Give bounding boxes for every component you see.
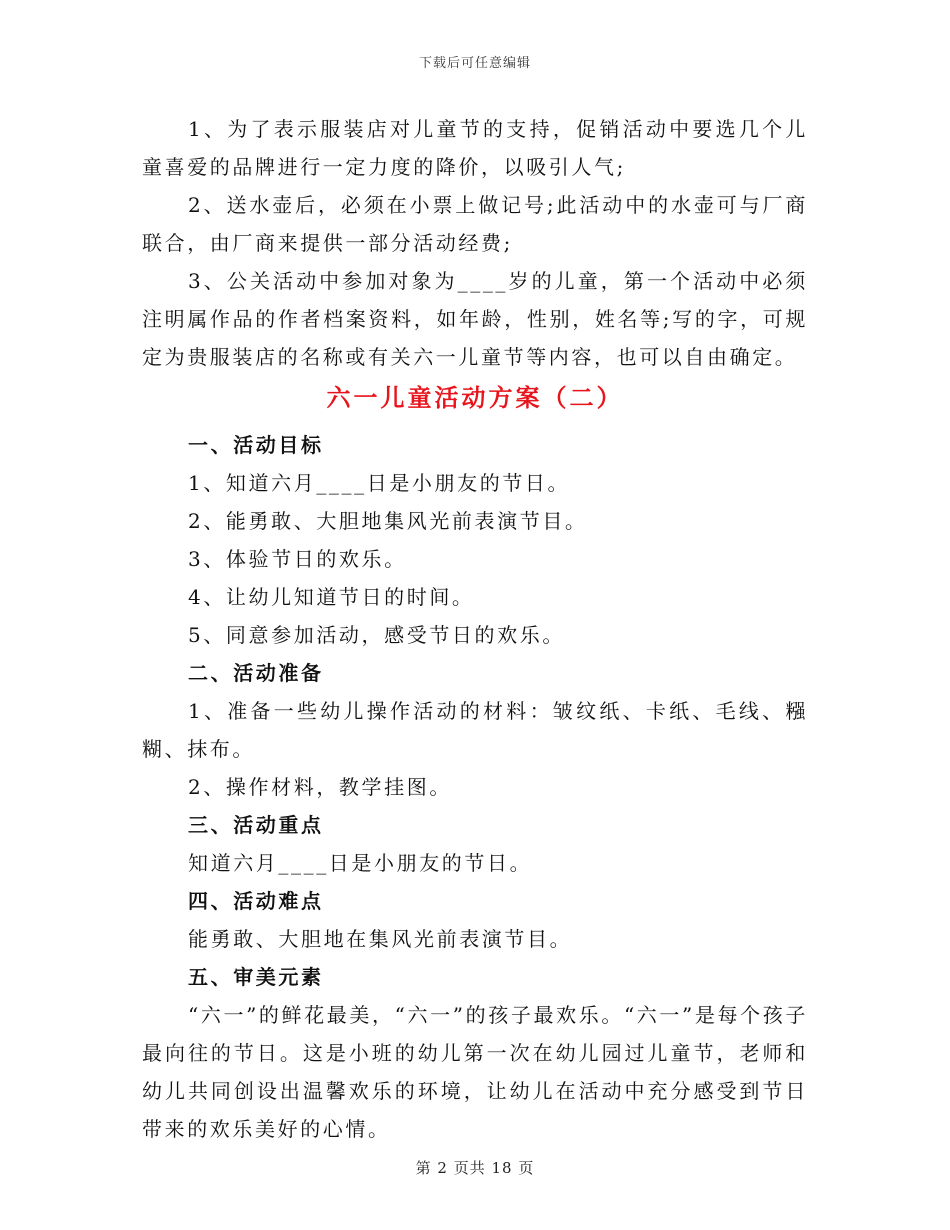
list-item: 3、体验节日的欢乐。 xyxy=(188,547,407,571)
section-text-focus: 知道六月____日是小朋友的节日。 xyxy=(188,851,533,875)
paragraph-1: 1、为了表示服装店对儿童节的支持，促销活动中要选几个儿童喜爱的品牌进行一定力度的降价，以吸引人气; xyxy=(142,117,808,179)
list-item: 4、让幼儿知道节日的时间。 xyxy=(188,585,475,609)
section-text-aesthetics: “六一”的鲜花最美，“六一”的孩子最欢乐。“六一”是每个孩子最向往的节日。这是小班的幼儿第一次在幼儿园过儿童节，老师和幼儿共同创设出温馨欢乐的环境，让幼儿在活动中充分感受到节日带来的欢乐美好的心情。 xyxy=(142,1003,808,1141)
section-heading-goals: 一、活动目标 xyxy=(188,433,324,457)
section-heading-focus: 三、活动重点 xyxy=(188,813,324,837)
header-note: 下载后可任意编辑 xyxy=(418,56,531,71)
list-item: 2、能勇敢、大胆地集风光前表演节目。 xyxy=(188,509,588,533)
page-number: 第 2 页共 18 页 xyxy=(415,1159,535,1177)
section-heading-difficulty: 四、活动难点 xyxy=(188,889,324,913)
list-item: 2、操作材料，教学挂图。 xyxy=(188,775,452,799)
document-body xyxy=(142,110,808,1148)
section-heading-aesthetics: 五、审美元素 xyxy=(188,965,324,989)
section-text-difficulty: 能勇敢、大胆地在集风光前表演节目。 xyxy=(188,927,573,951)
paragraph-3: 3、公关活动中参加对象为____岁的儿童，第一个活动中必须注明属作品的作者档案资料，如年龄，性别，姓名等;写的字，可规定为贵服装店的名称或有关六一儿童节等内容，也可以自由确定。 xyxy=(142,269,808,369)
list-item: 5、同意参加活动，感受节日的欢乐。 xyxy=(188,623,565,647)
list-item: 1、知道六月____日是小朋友的节日。 xyxy=(188,471,571,495)
list-item: 1、准备一些幼儿操作活动的材料：皱纹纸、卡纸、毛线、糨糊、抹布。 xyxy=(142,699,808,761)
section-heading-preparation: 二、活动准备 xyxy=(188,661,324,685)
document-title: 六一儿童活动方案（二） xyxy=(326,384,624,412)
paragraph-2: 2、送水壶后，必须在小票上做记号;此活动中的水壶可与厂商联合，由厂商来提供一部分活动经费; xyxy=(142,193,808,255)
